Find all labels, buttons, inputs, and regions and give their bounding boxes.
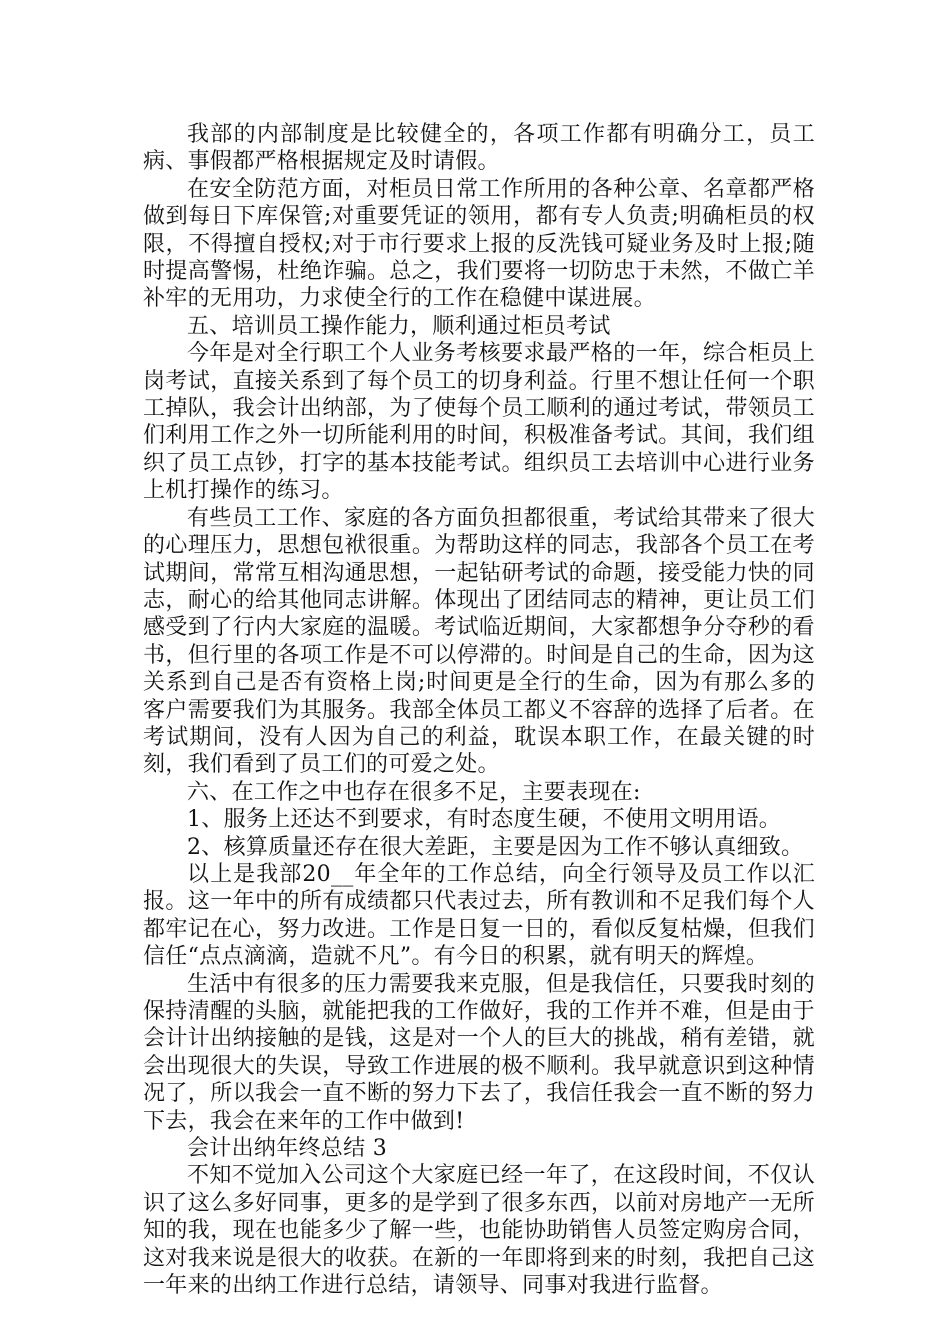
list-item-service: 1、服务上还达不到要求，有时态度生硬，不使用文明用语。 — [187, 807, 782, 833]
paragraph-summary: 以上是我部20__年全年的工作总结，向全行领导及员工作以汇报。这一年中的所有成绩都只代表过去，所有教训和不足我们每个人都牢记在心，努力改进。工作是日复一日的，看似反复枯燥，但我们信任“点点滴滴，造就不凡”。有今日的积累，就有明天的辉煌。 — [143, 861, 815, 970]
paragraph-security: 在安全防范方面，对柜员日常工作所用的各种公章、名章都严格做到每日下库保管;对重要凭证的领用，都有专人负责;明确柜员的权限，不得擅自授权;对于市行要求上报的反洗钱可疑业务及时上报;随时提高警惕，杜绝诈骗。总之，我们要将一切防忠于未然，不做亡羊补牢的无用功，力求使全行的工作在稳健中谋进展。 — [143, 176, 815, 312]
paragraph-internal-system: 我部的内部制度是比较健全的，各项工作都有明确分工，员工病、事假都严格根据规定及时请假。 — [143, 122, 815, 175]
document-page — [143, 121, 815, 1299]
list-item-accounting: 2、核算质量还存在很大差距，主要是因为工作不够认真细致。 — [187, 834, 804, 860]
paragraph-pressure: 生活中有很多的压力需要我来克服，但是我信任，只要我时刻的保持清醒的头脑，就能把我的工作做好，我的工作并不难，但是由于会计计出纳接触的是钱，这是对一个人的巨大的挑战，稍有差错，就会出现很大的失误，导致工作进展的极不顺利。我早就意识到这种情况了，所以我会一直不断的努力下去了，我信任我会一直不断的努力下去，我会在来年的工作中做到! — [143, 971, 815, 1134]
section-heading-training: 五、培训员工操作能力，顺利通过柜员考试 — [187, 313, 611, 339]
section-heading-shortcomings: 六、在工作之中也存在很多不足，主要表现在: — [187, 779, 641, 805]
paragraph-new-year: 不知不觉加入公司这个大家庭已经一年了，在这段时间，不仅认识了这么多好同事，更多的是学到了很多东西，以前对房地产一无所知的我，现在也能多少了解一些，也能协助销售人员签定购房合同，这对我来说是很大的收获。在新的一年即将到来的时刻，我把自己这一年来的出纳工作进行总结，请领导、同事对我进行监督。 — [143, 1163, 815, 1299]
paragraph-exam: 今年是对全行职工个人业务考核要求最严格的一年，综合柜员上岗考试，直接关系到了每个员工的切身利益。行里不想让任何一个职工掉队，我会计出纳部，为了使每个员工顺利的通过考试，带领员工们利用工作之外一切所能利用的时间，积极准备考试。其间，我们组织了员工点钞，打字的基本技能考试。组织员工去培训中心进行业务上机打操作的练习。 — [143, 341, 815, 504]
paragraph-staff-support: 有些员工工作、家庭的各方面负担都很重，考试给其带来了很大的心理压力，思想包袱很重。为帮助这样的同志，我部各个员工在考试期间，常常互相沟通思想，一起钻研考试的命题，接受能力快的同志，耐心的给其他同志讲解。体现出了团结同志的精神，更让员工们感受到了行内大家庭的温暖。考试临近期间，大家都想争分夺秒的看书，但行里的各项工作是不可以停滞的。时间是自己的生命，因为这关系到自己是否有资格上岗;时间更是全行的生命，因为有那么多的客户需要我们为其服务。我部全体员工都义不容辞的选择了后者。在考试期间，没有人因为自己的利益，耽误本职工作，在最关键的时刻，我们看到了员工们的可爱之处。 — [143, 505, 815, 778]
section-heading-summary-3: 会计出纳年终总结 3 — [187, 1136, 387, 1162]
